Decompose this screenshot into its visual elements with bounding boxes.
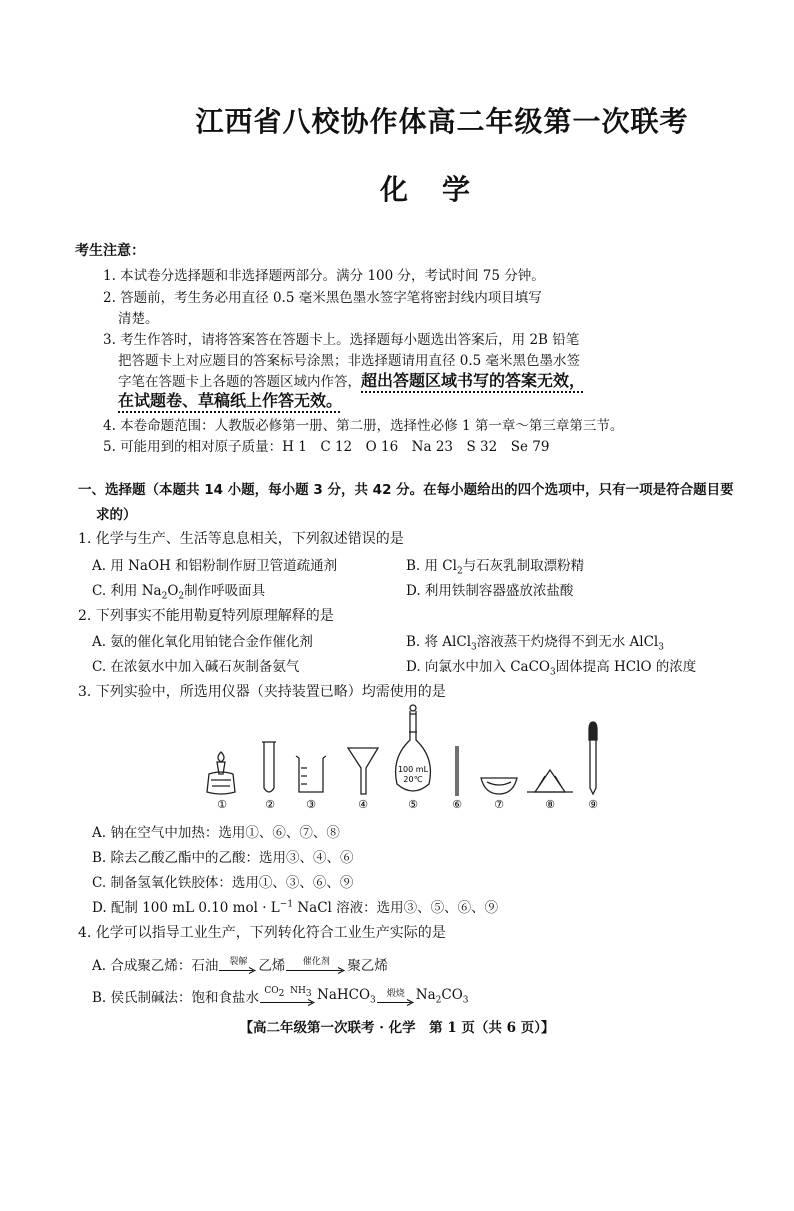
- reaction-arrow: 煅烧: [377, 986, 415, 1006]
- question-2-option-d: D. 向氯水中加入 CaCO$_3$固体提高 HClO 的浓度: [406, 659, 697, 678]
- reaction-arrow: 催化剂: [286, 954, 346, 974]
- notice-item-5: 5. 可能用到的相对原子质量：H 1 C 12 O 16 Na 23 S 32 Se 79: [103, 439, 550, 455]
- question-1-stem: 1. 化学与生产、生活等息息相关，下列叙述错误的是: [78, 531, 404, 547]
- apparatus-number-4: ④: [358, 798, 368, 811]
- notice-item-3-text: 字笔在答题卡上各题的答题区域内作答，: [118, 374, 361, 390]
- apparatus-number-5: ⑤: [408, 798, 418, 811]
- reaction-arrow: $CO_2$ $NH_3$: [260, 986, 316, 1006]
- question-4-option-b: B. 侯氏制碱法：饱和食盐水 $CO_2$ $NH_3$ NaHCO$_3$ 煅烧 $Na_2CO_3$: [92, 986, 469, 1006]
- question-4-option-a: A. 合成聚乙烯：石油 裂解 乙烯 催化剂 聚乙烯: [92, 954, 388, 974]
- subject-title: 化学: [379, 173, 504, 206]
- notice-heading: 考生注意：: [75, 243, 145, 259]
- flask-label-volume: 100 mL: [397, 765, 429, 774]
- question-3-option-c: C. 制备氢氧化铁胶体：选用①、③、⑥、⑨: [92, 875, 354, 891]
- apparatus-number-6: ⑥: [452, 798, 462, 811]
- question-1-option-c: C. 利用 $Na_2O_2$制作呼吸面具: [92, 583, 266, 602]
- apparatus-number-9: ⑨: [588, 798, 598, 811]
- notice-item-2-cont: 清楚。: [118, 311, 159, 327]
- glass-rod-icon: [456, 746, 458, 796]
- question-3-option-b: B. 除去乙酸乙酯中的乙酸：选用③、④、⑥: [92, 850, 354, 866]
- question-1-option-b: B. 用 $Cl_2$与石灰乳制取漂粉精: [406, 558, 585, 577]
- apparatus-number-2: ②: [265, 798, 275, 811]
- apparatus-figure: [195, 700, 615, 812]
- question-3-option-a: A. 钠在空气中加热：选用①、⑥、⑦、⑧: [92, 825, 340, 841]
- arrow-icon: [286, 967, 346, 974]
- apparatus-number-7: ⑦: [494, 798, 504, 811]
- beaker-icon: [296, 756, 326, 792]
- clay-triangle-icon: [527, 770, 573, 792]
- apparatus-number-8: ⑧: [545, 798, 555, 811]
- notice-item-3: 3. 考生作答时，请将答案答在答题卡上。选择题每小题选出答案后，用 2B 铅笔: [103, 332, 580, 348]
- flask-label-temp: 20℃: [403, 775, 423, 784]
- section-heading: 一、选择题（本题共 14 小题，每小题 3 分，共 42 分。在每小题给出的四个选项中，只有一项是符合题目要: [78, 482, 734, 498]
- question-2-option-c: C. 在浓氨水中加入碱石灰制备氨气: [92, 659, 300, 675]
- reaction-arrow: 裂解: [219, 954, 257, 974]
- dropper-icon: [589, 722, 597, 794]
- question-3-option-d: D. 配制 100 mL 0.10 mol · $L^{-1}$ NaCl 溶液：选用③、⑤、⑥、⑨: [92, 899, 499, 916]
- question-2-option-b: B. 将 AlCl$_3$溶液蒸干灼烧得不到无水 AlCl$_3$: [406, 634, 664, 653]
- exam-title: 江西省八校协作体高二年级第一次联考: [195, 105, 689, 138]
- question-1-option-a: A. 用 NaOH 和铝粉制作厨卫管道疏通剂: [92, 558, 338, 574]
- alcohol-lamp-icon: [207, 752, 235, 794]
- apparatus-number-1: ①: [217, 798, 227, 811]
- question-2-stem: 2. 下列事实不能用勒夏特列原理解释的是: [78, 608, 334, 624]
- apparatus-number-3: ③: [306, 798, 316, 811]
- question-2-option-a: A. 氨的催化氧化用铂铑合金作催化剂: [92, 634, 313, 650]
- test-tube-icon: [262, 742, 276, 792]
- page-footer: 【高二年级第一次联考 · 化学 第 1 页（共 6 页）】: [239, 1020, 555, 1036]
- notice-emphasis-1: 超出答题区域书写的答案无效，: [361, 371, 586, 390]
- notice-emphasis-2: 在试题卷、草稿纸上作答无效。: [118, 391, 343, 410]
- arrow-icon: [260, 999, 316, 1006]
- question-3-stem: 3. 下列实验中，所选用仪器（夹持装置已略）均需使用的是: [78, 684, 446, 700]
- section-heading-cont: 求的）: [96, 507, 137, 523]
- notice-item-3-cont1: 把答题卡上对应题目的答案标号涂黑；非选择题请用直径 0.5 毫米黑色墨水签: [118, 353, 581, 369]
- arrow-icon: [219, 967, 257, 974]
- notice-item-2: 2. 答题前，考生务必用直径 0.5 毫米黑色墨水签字笔将密封线内项目填写: [103, 290, 542, 306]
- evaporating-dish-icon: [481, 778, 517, 794]
- notice-item-1: 1. 本试卷分选择题和非选择题两部分。满分 100 分，考试时间 75 分钟。: [103, 268, 545, 284]
- question-4-stem: 4. 化学可以指导工业生产，下列转化符合工业生产实际的是: [78, 925, 446, 941]
- funnel-icon: [348, 748, 378, 794]
- question-1-option-d: D. 利用铁制容器盛放浓盐酸: [406, 583, 574, 599]
- notice-item-4: 4. 本卷命题范围：人教版必修第一册、第二册，选择性必修 1 第一章～第三章第三节。: [103, 418, 624, 434]
- arrow-icon: [377, 999, 415, 1006]
